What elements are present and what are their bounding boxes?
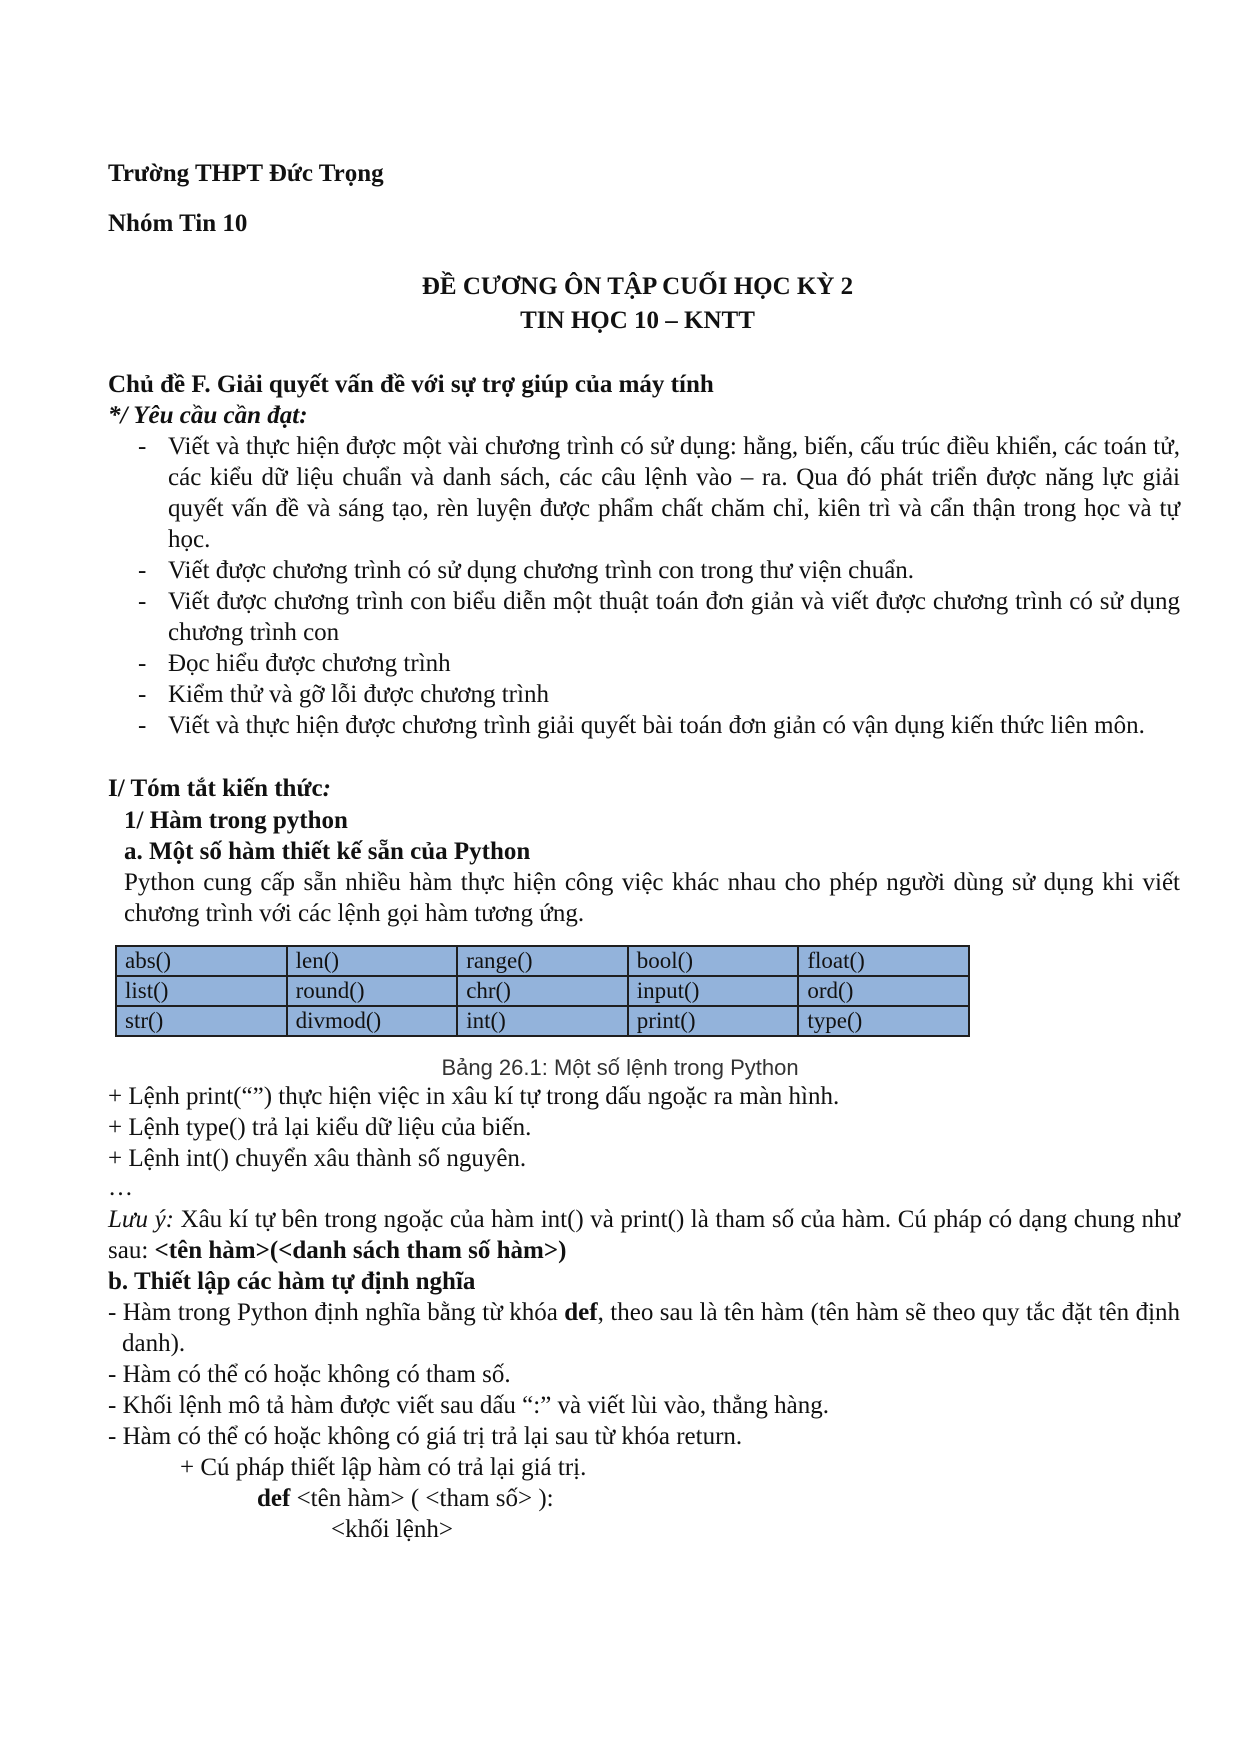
note-type: + Lệnh type() trả lại kiểu dữ liệu của biến.: [108, 1114, 532, 1141]
table-cell: len(): [287, 946, 458, 976]
def-point-keyword: - Hàm trong Python định nghĩa bằng từ khóa def, theo sau là tên hàm (tên hàm sẽ theo quy tắc đặt tên định danh).: [108, 1299, 1181, 1357]
table-cell: float(): [798, 946, 969, 976]
table-cell: input(): [628, 976, 799, 1006]
table-cell: print(): [628, 1006, 799, 1036]
table-cell: list(): [116, 976, 287, 1006]
table-row: [116, 1006, 969, 1036]
table-cell: divmod(): [287, 1006, 458, 1036]
syntax-label: + Cú pháp thiết lập hàm có trả lại giá trị.: [180, 1454, 587, 1481]
subsection-builtin: a. Một số hàm thiết kế sẵn của Python: [124, 838, 531, 865]
group-name: Nhóm Tin 10: [108, 210, 248, 237]
def-point-return: - Hàm có thể có hoặc không có giá trị trả lại sau từ khóa return.: [108, 1423, 743, 1450]
syntax-body: <khối lệnh>: [331, 1516, 453, 1543]
table-cell: ord(): [798, 976, 969, 1006]
def-point-params: - Hàm có thể có hoặc không có tham số.: [108, 1361, 511, 1388]
requirement-item: - Viết được chương trình con biểu diễn một thuật toán đơn giản và viết được chương trình có sử dụng chương trình con: [130, 586, 1180, 648]
table-caption: Bảng 26.1: Một số lệnh trong Python: [441, 1055, 799, 1080]
def-point-block: - Khối lệnh mô tả hàm được viết sau dấu “:” và viết lùi vào, thẳng hàng.: [108, 1392, 830, 1419]
requirement-item: - Viết được chương trình có sử dụng chương trình con trong thư viện chuẩn.: [130, 555, 1180, 586]
requirement-item: - Kiểm thử và gỡ lỗi được chương trình: [130, 679, 1180, 710]
requirement-item: - Viết và thực hiện được một vài chương trình có sử dụng: hằng, biến, cấu trúc điều khiển, các toán tử, các kiểu dữ liệu chuẩn và danh sách, các câu lệnh vào – ra. Qua đó phát triển được năng lực giải quyết vấn đề và sáng tạo, rèn luyện được phẩm chất chăm chỉ, kiên trì và cẩn thận trong học và tự học.: [130, 431, 1180, 555]
note-print: + Lệnh print(“”) thực hiện việc in xâu kí tự trong dấu ngoặc ra màn hình.: [108, 1083, 840, 1110]
remark-syntax: <tên hàm>(<danh sách tham số hàm>): [154, 1237, 567, 1264]
builtin-intro: Python cung cấp sẵn nhiều hàm thực hiện công việc khác nhau cho phép người dùng sử dụng khi viết chương trình với các lệnh gọi hàm tương ứng.: [124, 869, 1180, 927]
school-name: Trường THPT Đức Trọng: [108, 160, 384, 187]
table-cell: int(): [457, 1006, 628, 1036]
builtin-functions-table: [115, 945, 970, 1037]
table-cell: range(): [457, 946, 628, 976]
subsection-user-defined: b. Thiết lập các hàm tự định nghĩa: [108, 1268, 476, 1295]
table-row: [116, 976, 969, 1006]
requirements-label: */ Yêu cầu cần đạt:: [108, 402, 308, 429]
doc-title-line2: TIN HỌC 10 – KNTT: [520, 307, 755, 334]
table-cell: bool(): [628, 946, 799, 976]
table-row: [116, 946, 969, 976]
note-int: + Lệnh int() chuyển xâu thành số nguyên.: [108, 1145, 527, 1172]
requirement-item: - Đọc hiểu được chương trình: [130, 648, 1180, 679]
remark-paragraph: Lưu ý: Xâu kí tự bên trong ngoặc của hàm int() và print() là tham số của hàm. Cú pháp có dạng chung như sau: <tên hàm>(<danh sách tham số hàm>): [108, 1206, 1180, 1264]
doc-title-line1: ĐỀ CƯƠNG ÔN TẬP CUỐI HỌC KỲ 2: [421, 273, 854, 300]
table-cell: str(): [116, 1006, 287, 1036]
table-cell: round(): [287, 976, 458, 1006]
remark-label: Lưu ý:: [108, 1206, 174, 1233]
table-cell: chr(): [457, 976, 628, 1006]
requirements-list: [130, 431, 1180, 741]
requirement-item: - Viết và thực hiện được chương trình giải quyết bài toán đơn giản có vận dụng kiến thức liên môn.: [130, 710, 1180, 741]
table-cell: type(): [798, 1006, 969, 1036]
section-heading: I/ Tóm tắt kiến thức:: [108, 775, 331, 802]
subsection-functions: 1/ Hàm trong python: [124, 807, 348, 834]
topic-heading: Chủ đề F. Giải quyết vấn đề với sự trợ giúp của máy tính: [108, 371, 714, 398]
table-cell: abs(): [116, 946, 287, 976]
note-ellipsis: …: [108, 1174, 133, 1201]
syntax-signature: def <tên hàm> ( <tham số> ):: [257, 1485, 554, 1512]
